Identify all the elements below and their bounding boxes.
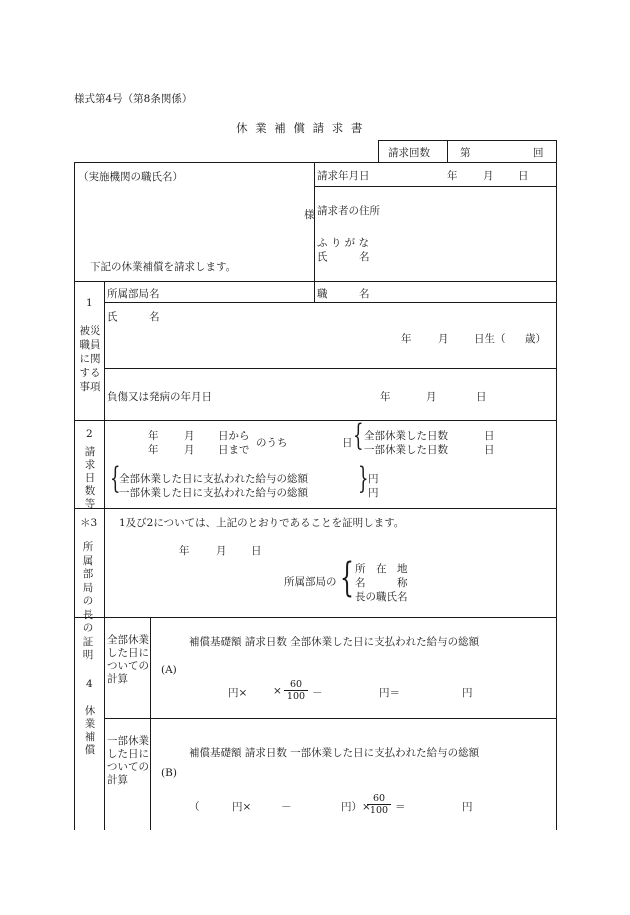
sec4b-fraction <box>367 793 391 816</box>
sec4b-label: 一部休業した日についての計算 <box>107 735 149 786</box>
cert-month: 月 <box>216 545 227 557</box>
sec4a-yen-eq: 円＝ <box>379 687 400 699</box>
sec4b-result-yen: 円 <box>462 801 473 813</box>
from-month: 月 <box>184 430 195 442</box>
partial-days-label: 一部休業した日数 <box>364 444 448 456</box>
sec4a-frac-den: 100 <box>284 690 308 702</box>
sec4a-frac-num: 60 <box>289 679 303 690</box>
injury-date-label: 負傷又は発病の年月日 <box>107 391 212 403</box>
position-label: 職 名 <box>317 288 370 300</box>
sec4a-yen-times: 円× <box>228 687 248 699</box>
sama-label: 様 <box>304 209 315 221</box>
sec3-title: 所属部局の長の証明 <box>82 541 94 661</box>
sec4-number: 4 <box>86 678 93 690</box>
birth-year: 年 <box>401 333 412 345</box>
sec4a-header: 補償基礎額 請求日数 全部休業した日に支払われた給与の総額 <box>189 636 480 648</box>
dept-head-prefix: 所属部局の <box>284 576 337 588</box>
sec4b-eq: ＝ <box>395 801 406 813</box>
request-date-label: 請求年月日 <box>317 170 370 182</box>
sec4a-fraction <box>284 679 308 702</box>
sec4b-open-paren: （ <box>189 801 200 813</box>
to-year: 年 <box>148 444 159 456</box>
furigana-label: ふ り が な <box>317 237 370 249</box>
partial-days-unit: 日 <box>484 444 495 456</box>
nichi-label: 日 <box>342 437 353 449</box>
request-date-month: 月 <box>483 170 494 182</box>
sec4a-result-yen: 円 <box>462 687 473 699</box>
request-text: 下記の休業補償を請求します。 <box>90 261 237 273</box>
sec4a-times: × <box>273 685 282 697</box>
pay-right-brace: } <box>358 461 369 496</box>
full-days-label: 全部休業した日数 <box>364 430 448 442</box>
dept-label: 所属部局名 <box>107 288 160 300</box>
institution-label: （実施機関の職氏名） <box>78 171 183 183</box>
sec4b-header: 補償基礎額 請求日数 一部休業した日に支払われた給与の総額 <box>189 747 480 759</box>
birth-month: 月 <box>438 333 449 345</box>
full-days-unit: 日 <box>484 430 495 442</box>
to-month: 月 <box>184 444 195 456</box>
full-pay-label: 全部休業した日に支払われた給与の総額 <box>119 473 308 485</box>
sec2-number: 2 <box>86 428 93 440</box>
claimant-name-label: 氏 名 <box>317 251 370 263</box>
partial-pay-label: 一部休業した日に支払われた給与の総額 <box>119 487 308 499</box>
cert-year: 年 <box>179 545 190 557</box>
sec4a-minus: － <box>312 687 323 699</box>
page-title: 休 業 補 償 請 求 書 <box>236 121 365 135</box>
sec4b-minus: － <box>281 801 292 813</box>
sec4a-marker: (A) <box>161 664 177 676</box>
request-date-day: 日 <box>518 170 529 182</box>
claim-count-kai: 回 <box>533 147 544 159</box>
claim-count-label: 請求回数 <box>388 147 430 159</box>
dept-head-brace: { <box>340 555 354 601</box>
birth-age: 歳） <box>525 333 546 345</box>
request-date-year: 年 <box>447 170 458 182</box>
sec3-number: ＊3 <box>80 517 98 529</box>
partial-pay-yen: 円 <box>368 487 379 499</box>
sec4b-marker: (B) <box>161 767 177 779</box>
sec4b-yen-close: 円）× <box>341 801 371 813</box>
birth-day: 日生（ <box>474 333 506 345</box>
to-day: 日まで <box>218 444 250 456</box>
pay-left-brace: { <box>110 461 121 496</box>
sec1-title: 被災職員に関する事項 <box>79 325 101 393</box>
full-pay-yen: 円 <box>368 473 379 485</box>
sec4b-frac-den: 100 <box>367 804 391 816</box>
from-year: 年 <box>148 430 159 442</box>
injury-day: 日 <box>476 391 487 403</box>
form-number: 様式第4号（第8条関係） <box>74 93 193 105</box>
injury-month: 月 <box>426 391 437 403</box>
sec4a-label: 全部休業した日についての計算 <box>107 634 149 685</box>
sec2-title: 請求日数等 <box>84 446 96 510</box>
nouchi-label: のうち <box>256 437 288 449</box>
dept-location-label: 所 在 地 <box>355 563 408 575</box>
from-day: 日から <box>218 430 250 442</box>
days-left-brace: { <box>353 418 364 453</box>
cert-day: 日 <box>251 545 262 557</box>
victim-name-label: 氏 名 <box>107 311 160 323</box>
injury-year: 年 <box>380 391 391 403</box>
sec4-title: 休業補償 <box>84 705 96 756</box>
sec4b-yen-times: 円× <box>232 801 252 813</box>
dept-name-label: 名 称 <box>355 577 408 589</box>
sec4b-frac-num: 60 <box>372 793 386 804</box>
sec1-number: 1 <box>86 297 93 309</box>
dept-head-name-label: 長の職氏名 <box>355 591 408 603</box>
address-label: 請求者の住所 <box>317 205 380 217</box>
certification-text: 1及び2については、上記のとおりであることを証明します。 <box>119 517 405 529</box>
claim-count-dai: 第 <box>460 147 471 159</box>
